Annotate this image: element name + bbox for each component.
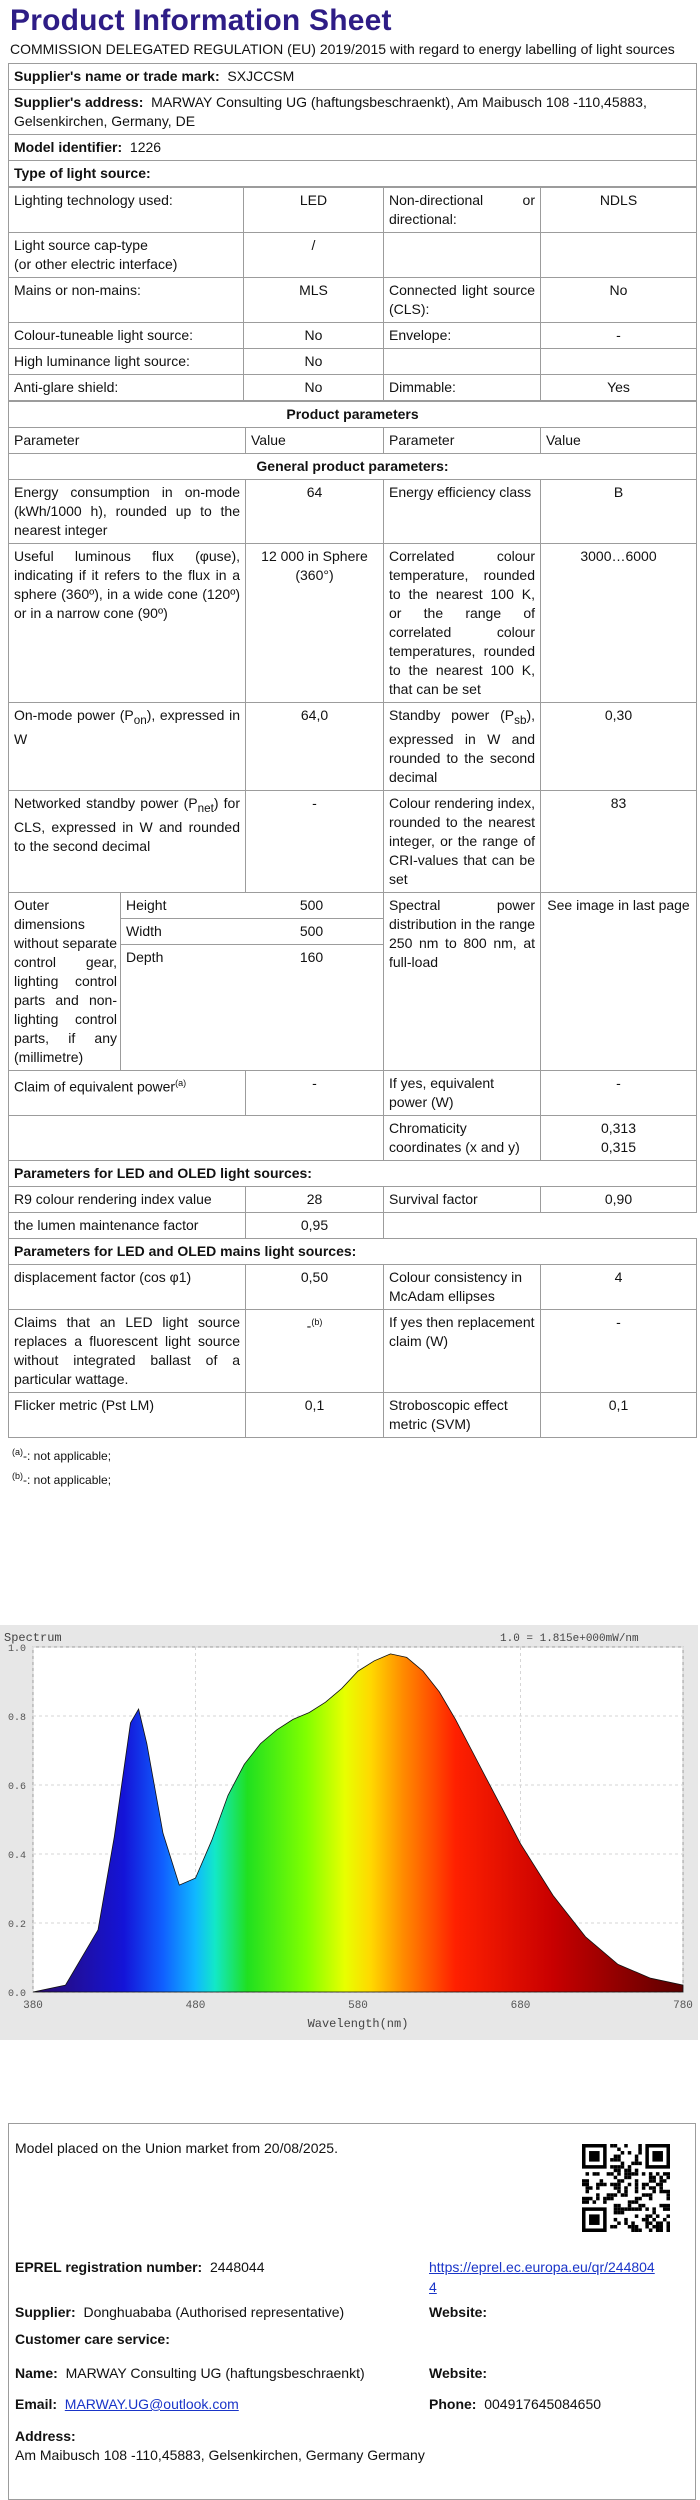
type-label [384,349,541,375]
column-header-parameter: Parameter [384,428,541,454]
footnote-b-sup: (b) [12,1470,23,1481]
standby-power-sub: sb [514,713,527,727]
stroboscopic-value: 0,1 [541,1392,697,1437]
standby-power-value: 0,30 [541,703,697,791]
type-value: MLS [244,278,384,323]
displacement-factor-label: displacement factor (cos φ1) [9,1264,246,1309]
r9-value: 28 [246,1186,384,1212]
x-tick-label: 680 [510,2000,531,2012]
eprel-value: 2448044 [210,2259,265,2275]
eprel-label: EPREL registration number: [15,2259,203,2275]
care-phone-value: 004917645084650 [484,2396,602,2412]
care-name-value: MARWAY Consulting UG (haftungsbeschraenkt) [65,2365,365,2381]
cri-value: 83 [541,790,697,892]
cct-label: Correlated colour temperature, rounded to the nearest 100 K, or the range of correlated colour temperatures, rounded to the nearest 100 K, that can be set [384,544,541,703]
type-label: Connected light source (CLS): [384,278,541,323]
supplier-label: Supplier: [15,2304,76,2320]
type-value: NDLS [541,188,697,233]
lumen-maintenance-label: the lumen maintenance factor [9,1212,246,1238]
footnote-b [12,1466,696,1490]
footnotes [12,1442,696,1490]
fluorescent-claim-value [246,1309,384,1392]
type-row-tuneable [9,323,697,349]
param-row-r9 [9,1186,697,1212]
cap-type-label: Light source cap-type [14,237,148,253]
eprel-registration [15,2257,265,2277]
mains-parameters-heading: Parameters for LED and OLED mains light sources: [9,1238,697,1264]
column-header-value: Value [541,428,697,454]
supplier-name-value: SXJCCSM [227,68,295,84]
y-tick-label: 0.0 [8,1989,27,2000]
footnote-b-marker: (b) [311,1316,323,1327]
replacement-claim-label: If yes then replacement claim (W) [384,1309,541,1392]
survival-factor-value: 0,90 [541,1186,697,1212]
footnote-a [12,1442,696,1466]
column-header-value: Value [246,428,384,454]
type-value [541,233,697,278]
led-parameters-heading: Parameters for LED and OLED light sources: [9,1160,697,1186]
x-tick-label: 480 [185,2000,206,2012]
luminous-flux-value: 12 000 in Sphere (360°) [246,544,384,703]
website-label-text: Website: [429,2304,488,2320]
y-tick-label: 0.8 [8,1713,27,1724]
param-row-flux [9,544,697,703]
dimension-name: Depth [126,948,164,965]
on-mode-power-text: On-mode power (P [14,707,134,723]
cri-label: Colour rendering index, rounded to the nearest integer, or the range of CRI-values that can be set [384,790,541,892]
care-name-line [15,2363,365,2383]
general-parameters-heading: General product parameters: [9,454,697,480]
networked-standby-value: - [246,790,384,892]
param-row-lumen [9,1212,697,1238]
stroboscopic-label: Stroboscopic effect metric (SVM) [384,1392,541,1437]
footnote-a-marker: (a) [175,1077,187,1088]
chromaticity-x: 0,313 [600,1119,637,1136]
product-parameters-heading: Product parameters [9,402,697,428]
type-label: High luminance light source: [9,349,244,375]
website-label [429,2302,487,2322]
type-label [9,233,244,278]
type-row-cap [9,233,697,278]
spectral-distribution-label: Spectral power distribution in the range 250 nm to 800 nm, at full-load [384,892,541,1070]
standby-power-text-end: ), expressed in W and rounded to the second decimal [389,707,535,785]
type-label: Non-directional or directional: [384,188,541,233]
dimension-row [121,944,384,1046]
column-header-parameter: Parameter [9,428,246,454]
eprel-link[interactable]: https://eprel.ec.europa.eu/qr/2448044 [429,2259,655,2295]
x-tick-label: 380 [23,2000,43,2012]
supplier-table [8,63,697,187]
dimensions-label: Outer dimensions without separate control gear, lighting control parts and non-lighting control parts, if any (millimetre) [9,892,121,1070]
standby-power-text: Standby power (P [389,707,515,723]
equivalent-power-claim-text: Claim of equivalent power [14,1078,176,1095]
type-label: Mains or non-mains: [9,278,244,323]
type-row-technology [9,188,697,233]
type-value: No [244,349,384,375]
dimension-value: 160 [299,948,324,965]
model-identifier-label: Model identifier: [14,139,123,155]
networked-standby-sub: net [197,801,214,815]
care-website-label [429,2363,487,2383]
y-tick-label: 0.2 [8,1920,27,1931]
param-row-dimensions [9,892,697,1070]
y-axis-label: Spectrum [4,1631,62,1645]
care-name-label: Name: [15,2365,58,2381]
on-mode-power-value: 64,0 [246,703,384,791]
equivalent-power-value: - [541,1070,697,1115]
param-row-claims [9,1309,697,1392]
dimension-name: Height [121,893,239,919]
type-label: Anti-glare shield: [9,375,244,401]
customer-care-heading [15,2329,170,2349]
type-value: LED [244,188,384,233]
type-value: No [244,375,384,401]
supplier-address-label: Supplier's address: [14,94,144,110]
x-axis-label: Wavelength(nm) [307,2017,409,2031]
customer-care-heading-text: Customer care service: [15,2331,170,2347]
mcadam-label: Colour consistency in McAdam ellipses [384,1264,541,1309]
care-address-label [15,2426,76,2446]
care-email-line [15,2394,239,2414]
dimension-value: 500 [239,893,384,919]
dimension-value: 500 [239,918,384,944]
energy-consumption-label: Energy consumption in on-mode (kWh/1000 h), rounded up to the nearest integer [9,480,246,544]
equivalent-power-claim-value: - [246,1070,384,1115]
spectrum-chart [0,1625,698,2040]
spectral-distribution-value: See image in last page [541,892,697,1070]
supplier-name-row [9,64,697,90]
x-tick-label: 580 [348,2000,368,2012]
regulation-subtitle: COMMISSION DELEGATED REGULATION (EU) 2019/2015 with regard to energy labelling of light sources [10,41,675,57]
equivalent-power-label: If yes, equivalent power (W) [384,1070,541,1115]
dimensions-cell [121,892,384,1070]
type-row-antiglare [9,375,697,401]
qr-code-icon[interactable] [582,2144,670,2232]
dimension-row [121,918,384,944]
equivalent-power-claim-label [9,1070,246,1115]
type-value [541,349,697,375]
type-table [8,187,697,401]
energy-class-value: B [541,480,697,544]
care-address-label-text: Address: [15,2428,76,2444]
type-value: No [244,323,384,349]
type-label: Colour-tuneable light source: [9,323,244,349]
type-value: - [541,323,697,349]
care-email-link[interactable]: MARWAY.UG@outlook.com [64,2396,239,2412]
dimensions-subtable [121,893,384,1046]
networked-standby-label [9,790,246,892]
dimension-name: Width [121,918,239,944]
param-row-power [9,703,697,791]
displacement-factor-value: 0,50 [246,1264,384,1309]
model-identifier-row [9,135,697,161]
care-address-value: Am Maibusch 108 -110,45883, Gelsenkirchen, Germany Germany [15,2447,425,2463]
scale-note: 1.0 = 1.815e+000mW/nm [500,1633,639,1645]
cap-type-sublabel: (or other electric interface) [14,256,178,272]
supplier-value: Donghuababa (Authorised representative) [83,2304,345,2320]
type-value: Yes [541,375,697,401]
empty-cell [9,1115,384,1160]
parameters-table [8,401,697,1438]
param-row-displacement [9,1264,697,1309]
replacement-claim-value: - [541,1309,697,1392]
care-phone-label: Phone: [429,2396,477,2412]
cct-value: 3000…6000 [541,544,697,703]
param-row-chromaticity [9,1115,697,1160]
footnote-a-sup: (a) [12,1446,23,1457]
param-row-flicker [9,1392,697,1437]
model-identifier-value: 1226 [129,139,162,155]
y-tick-label: 1.0 [8,1644,27,1655]
type-label: Dimmable: [384,375,541,401]
luminous-flux-label: Useful luminous flux (φuse), indicating if it refers to the flux in a sphere (360º), in a wide cone (120º) or in a narrow cone (90º) [9,544,246,703]
supplier-name-label: Supplier's name or trade mark: [14,68,220,84]
param-row-energy [9,480,697,544]
param-row-networked [9,790,697,892]
market-placement-text: Model placed on the Union market from 20/08/2025. [15,2140,338,2156]
lumen-maintenance-value: 0,95 [246,1212,384,1238]
param-row-equivalent [9,1070,697,1115]
type-label: Lighting technology used: [9,188,244,233]
fluorescent-claim-text: - [306,1317,312,1334]
flicker-metric-value: 0,1 [246,1392,384,1437]
chromaticity-y: 0,315 [600,1138,637,1155]
mcadam-value: 4 [541,1264,697,1309]
on-mode-power-label [9,703,246,791]
footnote-a-text: -: not applicable; [23,1448,112,1463]
type-value: / [244,233,384,278]
care-website-label-text: Website: [429,2365,488,2381]
footnote-b-text: -: not applicable; [23,1472,112,1487]
fluorescent-claim-label: Claims that an LED light source replaces a fluorescent light source without integrated ballast of a particular wattage. [9,1309,246,1392]
on-mode-power-sub: on [133,713,147,727]
networked-standby-text-end: ) for CLS, expressed in W and rounded to the second decimal [14,794,240,854]
energy-consumption-value: 64 [246,480,384,544]
r9-label: R9 colour rendering index value [9,1186,246,1212]
chromaticity-value [541,1115,697,1160]
type-heading: Type of light source: [9,161,697,187]
y-tick-label: 0.4 [8,1851,27,1862]
type-label: Envelope: [384,323,541,349]
product-information-sheet [8,0,696,1490]
page-title: Product Information Sheet [10,4,392,37]
dimension-row [121,893,384,919]
flicker-metric-label: Flicker metric (Pst LM) [9,1392,246,1437]
x-tick-label: 780 [673,2000,693,2012]
type-row-mains [9,278,697,323]
y-tick-label: 0.6 [8,1782,27,1793]
type-label [384,233,541,278]
care-email-label: Email: [15,2396,58,2412]
supplier-line [15,2302,344,2322]
type-row-luminance [9,349,697,375]
survival-factor-label: Survival factor [384,1186,541,1212]
type-value: No [541,278,697,323]
networked-standby-text: Networked standby power (P [14,794,198,811]
energy-class-label: Energy efficiency class [384,480,541,544]
registration-box [8,2123,696,2500]
supplier-address-row [9,90,697,135]
chromaticity-label: Chromaticity coordinates (x and y) [384,1115,541,1160]
empty-cell [384,1212,697,1238]
care-phone-line [429,2394,601,2414]
standby-power-label [384,703,541,791]
supplier-address-value: MARWAY Consulting UG (haftungsbeschraenkt), Am Maibusch 108 -110,45883, Gelsenkirchen, Germany, DE [14,94,647,129]
on-mode-power-text-end: ), expressed in W [14,707,240,747]
